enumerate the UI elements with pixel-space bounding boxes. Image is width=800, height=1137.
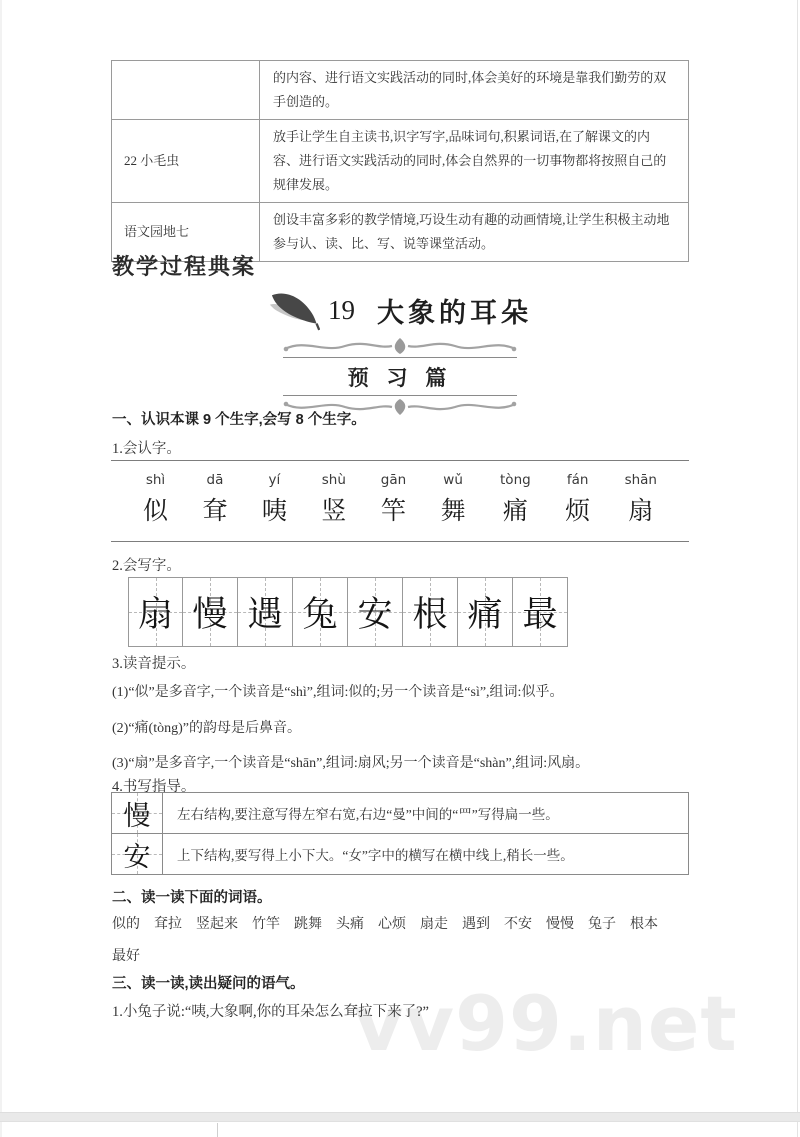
hanzi: 舞 (440, 498, 466, 525)
lesson-desc-cell: 创设丰富多彩的教学情境,巧设生动有趣的动画情境,让学生积极主动地参与认、读、比、写、说等课堂活动。 (260, 203, 689, 262)
lesson-name-cell (112, 61, 260, 120)
hanzi: 咦 (261, 498, 287, 525)
feather-icon (268, 290, 320, 332)
guide-char-cell (112, 834, 163, 875)
recognize-item (202, 472, 227, 541)
recognize-item (143, 472, 168, 541)
write-char-cell (458, 577, 513, 647)
write-char-cell (513, 577, 568, 647)
page-left-edge (0, 0, 2, 1137)
table-row (112, 61, 689, 120)
sub-recognize-label: 1.会认字。 (112, 441, 181, 457)
hanzi: 根 (412, 595, 448, 634)
chapter-heading: 教学过程典案 (112, 254, 257, 279)
pinyin: shù (321, 472, 346, 488)
recognize-item (381, 472, 406, 541)
hanzi: 慢 (123, 800, 151, 831)
sub-write-label: 2.会写字。 (112, 558, 181, 574)
hanzi: 遇 (247, 595, 283, 634)
sub-pronunciation-label: 3.读音提示。 (112, 656, 196, 672)
hanzi: 耷 (202, 498, 228, 525)
hanzi: 扇 (628, 498, 654, 525)
pinyin: gān (380, 472, 407, 488)
lesson-desc-cell: 放手让学生自主读书,识字写字,品味词句,积累词语,在了解课文的内容、进行语文实践活动的同时,体会自然界的一切事物都将按照自己的规律发展。 (260, 120, 689, 203)
pinyin: yí (268, 472, 281, 488)
hanzi: 烦 (565, 498, 591, 525)
pronunciation-note: (1)“似”是多音字,一个读音是“shì”,组词:似的;另一个读音是“sì”,组词:似乎。 (112, 685, 564, 700)
pronunciation-note: (3)“扇”是多音字,一个读音是“shān”,组词:扇风;另一个读音是“shàn”,组词:风扇。 (112, 756, 590, 771)
sub-writing-guide-label: 4.书写指导。 (112, 779, 196, 795)
page-separator (0, 1112, 800, 1122)
guide-tip-cell: 上下结构,要写得上小下大。“女”字中的横写在横中线上,稍长一些。 (163, 834, 689, 875)
next-page-table-edge (217, 1123, 218, 1137)
recognize-item (321, 472, 346, 541)
watermark: vv99.net (354, 979, 738, 1068)
pinyin: fán (566, 472, 589, 488)
pinyin: dā (206, 472, 224, 488)
example-sentence: 1.小兔子说:“咦,大象啊,你的耳朵怎么耷拉下来了?” (112, 1004, 429, 1020)
pronunciation-note: (2)“痛(tòng)”的韵母是后鼻音。 (112, 721, 301, 736)
hanzi: 似 (143, 498, 169, 525)
write-char-cell (238, 577, 293, 647)
recognize-item (625, 472, 657, 541)
section-three-heading: 三、读一读,读出疑问的语气。 (112, 976, 305, 992)
lesson-desc-cell: 的内容、进行语文实践活动的同时,体会美好的环境是靠我们勤劳的双手创造的。 (260, 61, 689, 120)
hanzi: 扇 (137, 595, 173, 634)
hanzi: 竿 (380, 498, 406, 525)
guide-tip-cell: 左右结构,要注意写得左窄右宽,右边“曼”中间的“罒”写得扁一些。 (163, 793, 689, 834)
hanzi: 兔 (302, 595, 338, 634)
hanzi: 竖 (321, 498, 347, 525)
hanzi: 安 (357, 595, 393, 634)
hanzi: 最 (522, 595, 558, 634)
hanzi: 安 (123, 841, 151, 872)
guide-char-cell (112, 793, 163, 834)
lesson-summary-table (111, 60, 689, 262)
preview-banner (275, 336, 525, 417)
write-char-cell (348, 577, 403, 647)
recognize-characters (111, 460, 689, 542)
recognize-item (441, 472, 466, 541)
write-char-cell (403, 577, 458, 647)
pinyin: shì (145, 472, 166, 488)
pinyin: shān (624, 472, 657, 488)
recognize-item (565, 472, 590, 541)
section-one-heading: 一、认识本课 9 个生字,会写 8 个生字。 (112, 412, 366, 428)
table-row (112, 834, 689, 875)
page-right-edge (797, 0, 798, 1137)
word-list-line: 最好 (112, 949, 140, 964)
lesson-name: 大象的耳朵 (377, 297, 532, 328)
table-row (112, 793, 689, 834)
pinyin: tòng (500, 472, 531, 488)
write-char-cell (128, 577, 183, 647)
write-char-cell (293, 577, 348, 647)
hanzi: 慢 (192, 595, 228, 634)
section-two-heading: 二、读一读下面的词语。 (112, 890, 272, 906)
lesson-name-cell: 语文园地七 (112, 203, 260, 262)
hanzi: 痛 (502, 498, 528, 525)
pinyin: wǔ (443, 472, 463, 488)
hanzi: 痛 (467, 595, 503, 634)
word-list-line: 似的 耷拉 竖起来 竹竿 跳舞 头痛 心烦 扇走 遇到 不安 慢慢 兔子 根本 (112, 917, 658, 932)
banner-title: 预 习 篇 (283, 357, 517, 396)
ornament-top-icon (280, 336, 520, 356)
lesson-name-cell: 22 小毛虫 (112, 120, 260, 203)
write-characters-grid (128, 577, 568, 647)
writing-guide-table (111, 792, 689, 875)
table-row (112, 120, 689, 203)
lesson-title (0, 288, 800, 332)
recognize-item (500, 472, 531, 541)
write-char-cell (183, 577, 238, 647)
recognize-item (262, 472, 287, 541)
lesson-number: 19 (328, 294, 355, 325)
